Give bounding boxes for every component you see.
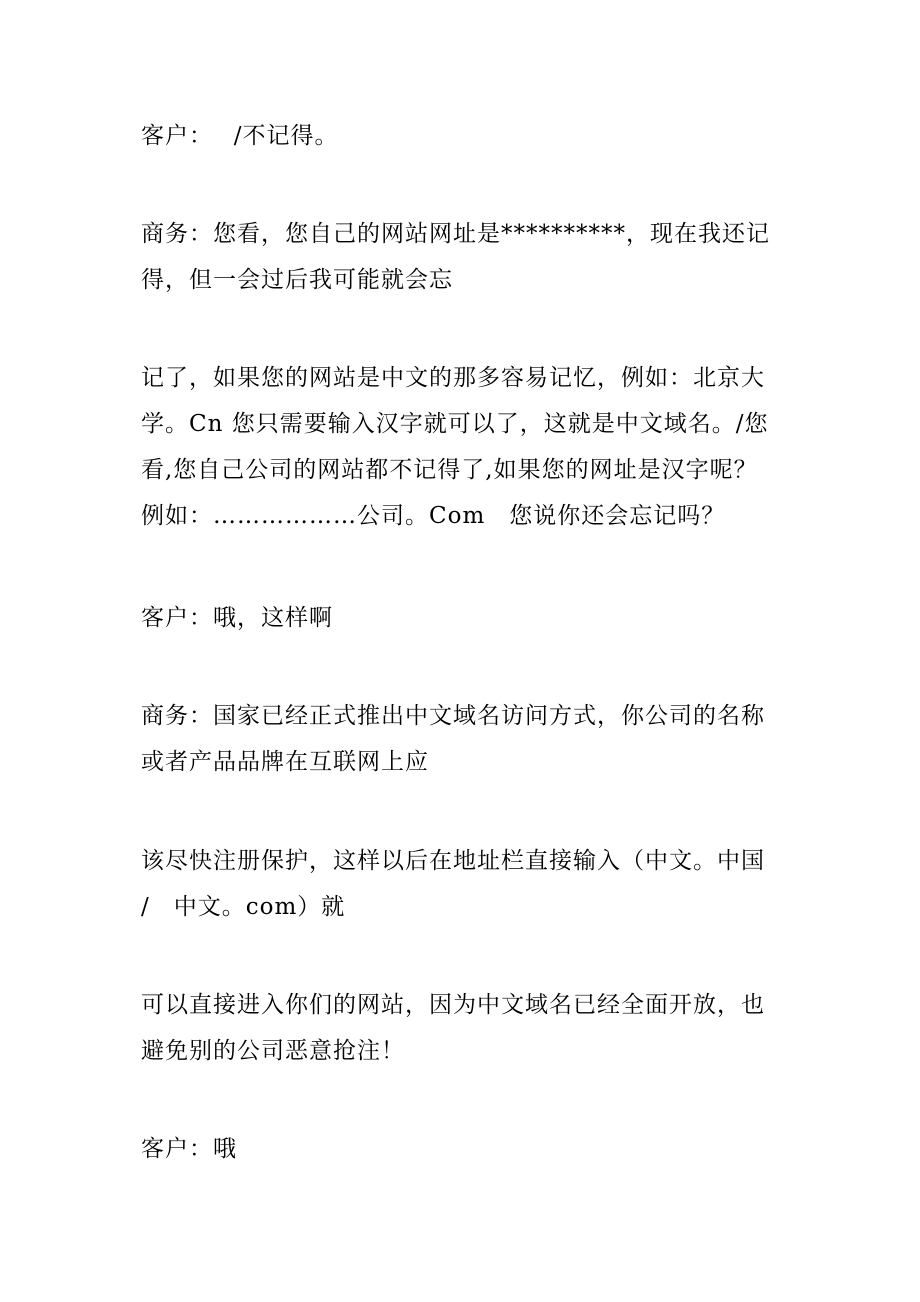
text-line: 商务：国家已经正式推出中文域名访问方式，你公司的名称 [141,703,765,729]
text-line: 客户：哦，这样啊 [141,605,333,631]
text-line: 可以直接进入你们的网站，因为中文域名已经全面开放，也 [141,992,765,1018]
paragraph-business-1 [141,211,786,303]
text-line: 商务：您看，您自己的网站网址是**********，现在我还记 [141,221,770,247]
paragraph-business-5 [141,982,786,1074]
paragraph-business-3 [141,693,786,785]
text-line: 该尽快注册保护，这样以后在地址栏直接输入（中文。中国 [141,848,765,874]
text-line: 避免别的公司恶意抢注！ [141,1038,405,1064]
text-line: 客户：哦 [141,1136,237,1162]
text-line: 看,您自己公司的网站都不记得了,如果您的网址是汉字呢？ [141,457,758,483]
paragraph-customer-2 [141,595,786,641]
text-line: 或者产品品牌在互联网上应 [141,749,429,775]
text-line: 记了，如果您的网站是中文的那多容易记忆，例如：北京大 [141,365,765,391]
text-line: 客户： /不记得。 [141,123,339,149]
paragraph-customer-3 [141,1126,786,1172]
text-line: 得，但一会过后我可能就会忘 [141,267,453,293]
paragraph-business-4 [141,838,786,930]
text-line: 例如：………………公司。Com 您说你还会忘记吗？ [141,503,726,529]
text-line: 学。Cn 您只需要输入汉字就可以了，这就是中文域名。/您 [141,411,769,437]
text-line: / 中文。com）就 [141,894,346,920]
paragraph-business-2 [141,355,786,539]
paragraph-customer-1 [141,113,786,159]
